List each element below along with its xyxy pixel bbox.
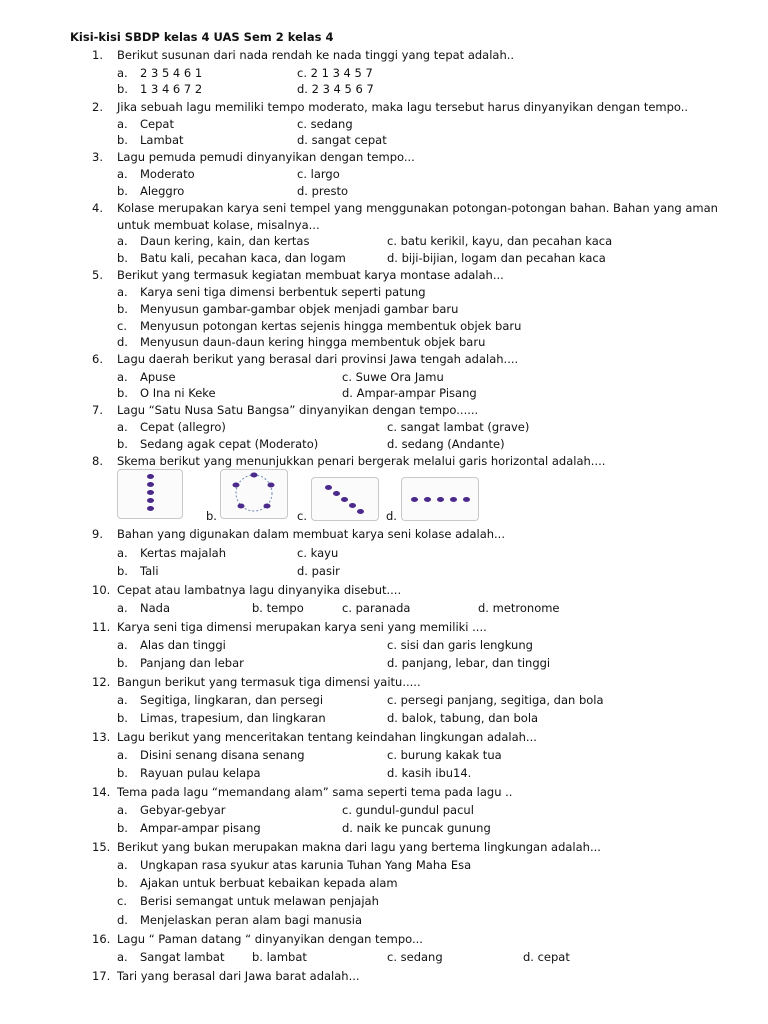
option-letter: a. bbox=[117, 234, 128, 248]
option-text: Batu kali, pecahan kaca, dan logam bbox=[140, 251, 346, 265]
answer-option bbox=[297, 117, 353, 131]
answer-option bbox=[117, 234, 309, 248]
option-letter: c. bbox=[117, 894, 127, 908]
question-text: Lagu daerah berikut yang berasal dari provinsi Jawa tengah adalah.... bbox=[117, 352, 519, 366]
answer-option bbox=[117, 335, 485, 349]
option-text: d. cepat bbox=[523, 950, 570, 964]
option-text: Limas, trapesium, dan lingkaran bbox=[140, 711, 326, 725]
answer-option bbox=[342, 803, 474, 817]
answer-option bbox=[117, 894, 379, 908]
option-text: c. sedang bbox=[297, 117, 353, 131]
option-text: d. presto bbox=[297, 184, 348, 198]
document-title: Kisi-kisi SBDP kelas 4 UAS Sem 2 kelas 4 bbox=[70, 30, 334, 44]
option-letter: b. bbox=[117, 437, 128, 451]
answer-option bbox=[117, 950, 224, 964]
option-letter: a. bbox=[117, 546, 128, 560]
option-text: Menyusun potongan kertas sejenis hingga membentuk objek baru bbox=[140, 319, 522, 333]
option-letter: b. bbox=[117, 656, 128, 670]
option-text: O Ina ni Keke bbox=[140, 386, 216, 400]
question-number: 16. bbox=[92, 932, 111, 946]
answer-option bbox=[342, 386, 477, 400]
option-letter: b. bbox=[117, 821, 128, 835]
question-number: 3. bbox=[92, 150, 103, 164]
option-text: Nada bbox=[140, 601, 170, 615]
circle-path-icon bbox=[221, 470, 287, 518]
option-text: Cepat (allegro) bbox=[140, 420, 226, 434]
answer-option bbox=[387, 234, 612, 248]
option-letter: c. bbox=[117, 319, 127, 333]
option-text: c. Suwe Ora Jamu bbox=[342, 370, 444, 384]
answer-option bbox=[117, 601, 170, 615]
question-text: Tema pada lagu “memandang alam” sama seperti tema pada lagu .. bbox=[117, 785, 513, 799]
answer-option bbox=[252, 601, 304, 615]
dancer-dot bbox=[349, 503, 356, 508]
option-text: b. lambat bbox=[252, 950, 307, 964]
option-text: b. tempo bbox=[252, 601, 304, 615]
option-text: Tali bbox=[140, 564, 159, 578]
answer-option bbox=[387, 437, 505, 451]
answer-option bbox=[342, 821, 491, 835]
answer-option bbox=[117, 420, 226, 434]
dancer-dot bbox=[147, 482, 154, 487]
option-letter: b. bbox=[117, 251, 128, 265]
answer-option bbox=[387, 693, 604, 707]
answer-option bbox=[297, 82, 374, 96]
answer-option bbox=[117, 167, 195, 181]
question-number: 7. bbox=[92, 403, 103, 417]
option-text: c. persegi panjang, segitiga, dan bola bbox=[387, 693, 604, 707]
dancer-dot bbox=[411, 497, 418, 502]
option-text: Berisi semangat untuk melawan penjajah bbox=[140, 894, 379, 908]
option-text: c. burung kakak tua bbox=[387, 748, 502, 762]
option-letter: d. bbox=[117, 335, 128, 349]
answer-option bbox=[117, 184, 184, 198]
figure-c-diagonal-line bbox=[311, 477, 379, 521]
answer-option bbox=[297, 133, 387, 147]
option-letter: b. bbox=[117, 711, 128, 725]
option-text: d. panjang, lebar, dan tinggi bbox=[387, 656, 551, 670]
figure-label-b: b. bbox=[206, 509, 217, 523]
option-text: Segitiga, lingkaran, dan persegi bbox=[140, 693, 324, 707]
question-text: Berikut yang termasuk kegiatan membuat karya montase adalah... bbox=[117, 268, 504, 282]
dancer-dot bbox=[437, 497, 444, 502]
option-text: Ajakan untuk berbuat kebaikan kepada alam bbox=[140, 876, 398, 890]
answer-option bbox=[387, 711, 538, 725]
option-letter: b. bbox=[117, 302, 128, 316]
option-letter: b. bbox=[117, 564, 128, 578]
option-letter: a. bbox=[117, 370, 128, 384]
option-text: d. kasih ibu14. bbox=[387, 766, 472, 780]
question-number: 5. bbox=[92, 268, 103, 282]
option-text: Panjang dan lebar bbox=[140, 656, 244, 670]
answer-option bbox=[117, 437, 318, 451]
figure-label-d: d. bbox=[386, 509, 397, 523]
answer-option bbox=[117, 302, 458, 316]
option-text: Sangat lambat bbox=[140, 950, 225, 964]
dancer-dot bbox=[463, 497, 470, 502]
question-text: Lagu berikut yang menceritakan tentang keindahan lingkungan adalah... bbox=[117, 730, 537, 744]
answer-option bbox=[297, 184, 348, 198]
question-text: Bahan yang digunakan dalam membuat karya seni kolase adalah... bbox=[117, 527, 505, 541]
option-letter: a. bbox=[117, 420, 128, 434]
answer-option bbox=[117, 117, 174, 131]
option-text: Moderato bbox=[140, 167, 195, 181]
option-text: c. sedang bbox=[387, 950, 443, 964]
question-number: 17. bbox=[92, 969, 111, 983]
option-text: Rayuan pulau kelapa bbox=[140, 766, 261, 780]
option-text: c. sangat lambat (grave) bbox=[387, 420, 530, 434]
figure-label-c: c. bbox=[297, 509, 307, 523]
option-letter: a. bbox=[117, 803, 128, 817]
dancer-dot bbox=[424, 497, 431, 502]
option-text: Ungkapan rasa syukur atas karunia Tuhan Yang Maha Esa bbox=[140, 858, 472, 872]
option-text: c. largo bbox=[297, 167, 340, 181]
answer-option bbox=[117, 564, 159, 578]
option-letter: b. bbox=[117, 184, 128, 198]
answer-option bbox=[117, 711, 326, 725]
option-letter: d. bbox=[117, 913, 128, 927]
option-letter: a. bbox=[117, 601, 128, 615]
option-letter: a. bbox=[117, 285, 128, 299]
answer-option bbox=[297, 546, 338, 560]
answer-option bbox=[523, 950, 570, 964]
answer-option bbox=[387, 251, 606, 265]
answer-option bbox=[117, 370, 176, 384]
option-text: d. sangat cepat bbox=[297, 133, 387, 147]
question-number: 12. bbox=[92, 675, 111, 689]
option-letter: b. bbox=[117, 386, 128, 400]
question-text: Lagu pemuda pemudi dinyanyikan dengan tempo... bbox=[117, 150, 415, 164]
option-text: Menyusun daun-daun kering hingga membentuk objek baru bbox=[140, 335, 486, 349]
dancer-dot bbox=[147, 490, 154, 495]
option-text: c. batu kerikil, kayu, dan pecahan kaca bbox=[387, 234, 613, 248]
question-text: Bangun berikut yang termasuk tiga dimensi yaitu..... bbox=[117, 675, 421, 689]
option-letter: a. bbox=[117, 693, 128, 707]
question-number: 15. bbox=[92, 840, 111, 854]
answer-option bbox=[117, 319, 521, 333]
question-number: 4. bbox=[92, 201, 103, 215]
option-text: Ampar-ampar pisang bbox=[140, 821, 261, 835]
question-number: 2. bbox=[92, 100, 103, 114]
answer-option bbox=[387, 748, 502, 762]
answer-option bbox=[117, 693, 323, 707]
option-text: d. balok, tabung, dan bola bbox=[387, 711, 539, 725]
option-letter: a. bbox=[117, 66, 128, 80]
option-text: Alas dan tinggi bbox=[140, 638, 226, 652]
answer-option bbox=[117, 386, 216, 400]
dancer-dot bbox=[357, 509, 364, 514]
answer-option bbox=[117, 766, 261, 780]
option-letter: a. bbox=[117, 167, 128, 181]
question-text: Cepat atau lambatnya lagu dinyanyika disebut.... bbox=[117, 583, 402, 597]
option-text: c. paranada bbox=[342, 601, 411, 615]
answer-option bbox=[117, 748, 305, 762]
question-number: 9. bbox=[92, 527, 103, 541]
answer-option bbox=[117, 803, 226, 817]
option-text: Disini senang disana senang bbox=[140, 748, 305, 762]
answer-option bbox=[297, 66, 373, 80]
question-number: 11. bbox=[92, 620, 111, 634]
option-letter: a. bbox=[117, 748, 128, 762]
option-letter: b. bbox=[117, 876, 128, 890]
answer-option bbox=[342, 601, 410, 615]
option-text: Cepat bbox=[140, 117, 174, 131]
option-text: Gebyar-gebyar bbox=[140, 803, 226, 817]
option-text: d. metronome bbox=[478, 601, 560, 615]
answer-option bbox=[387, 950, 443, 964]
option-text: Lambat bbox=[140, 133, 184, 147]
question-number: 13. bbox=[92, 730, 111, 744]
question-text: Jika sebuah lagu memiliki tempo moderato, maka lagu tersebut harus dinyanyikan dengan tempo.. bbox=[117, 100, 689, 114]
question-text: Tari yang berasal dari Jawa barat adalah... bbox=[117, 969, 360, 983]
option-text: Menyusun gambar-gambar objek menjadi gambar baru bbox=[140, 302, 459, 316]
option-text: c. sisi dan garis lengkung bbox=[387, 638, 533, 652]
option-text: d. naik ke puncak gunung bbox=[342, 821, 491, 835]
answer-option bbox=[117, 656, 244, 670]
option-letter: a. bbox=[117, 638, 128, 652]
option-letter: b. bbox=[117, 766, 128, 780]
question-text: Karya seni tiga dimensi merupakan karya seni yang memiliki .... bbox=[117, 620, 487, 634]
answer-option bbox=[478, 601, 560, 615]
option-text: Sedang agak cepat (Moderato) bbox=[140, 437, 319, 451]
question-text: Skema berikut yang menunjukkan penari bergerak melalui garis horizontal adalah.... bbox=[117, 454, 606, 468]
answer-option bbox=[117, 858, 471, 872]
answer-option bbox=[117, 285, 426, 299]
dancer-dot bbox=[333, 491, 340, 496]
question-text: Kolase merupakan karya seni tempel yang menggunakan potongan-potongan bahan. Bahan yang aman bbox=[117, 201, 718, 215]
question-number: 1. bbox=[92, 48, 103, 62]
option-text: Menjelaskan peran alam bagi manusia bbox=[140, 913, 363, 927]
dancer-dot bbox=[450, 497, 457, 502]
answer-option bbox=[117, 546, 226, 560]
dancer-dot bbox=[325, 485, 332, 490]
answer-option bbox=[117, 638, 226, 652]
answer-option bbox=[387, 638, 533, 652]
answer-option bbox=[297, 564, 340, 578]
option-text: 2 3 5 4 6 1 bbox=[140, 66, 203, 80]
option-text: d. pasir bbox=[297, 564, 340, 578]
figure-b-circle bbox=[220, 469, 288, 519]
answer-option bbox=[117, 876, 398, 890]
answer-option bbox=[387, 656, 550, 670]
question-text: Lagu “Satu Nusa Satu Bangsa” dinyanyikan dengan tempo...... bbox=[117, 403, 479, 417]
question-text: untuk membuat kolase, misalnya... bbox=[117, 218, 320, 232]
answer-option bbox=[117, 913, 362, 927]
answer-option bbox=[252, 950, 307, 964]
answer-option bbox=[117, 821, 261, 835]
answer-option bbox=[117, 133, 184, 147]
dancer-dot bbox=[147, 498, 154, 503]
question-text: Lagu “ Paman datang “ dinyanyikan dengan tempo... bbox=[117, 932, 423, 946]
answer-option bbox=[117, 251, 346, 265]
question-number: 14. bbox=[92, 785, 111, 799]
option-text: Daun kering, kain, dan kertas bbox=[140, 234, 310, 248]
option-text: d. biji-bijian, logam dan pecahan kaca bbox=[387, 251, 606, 265]
question-number: 6. bbox=[92, 352, 103, 366]
option-text: c. kayu bbox=[297, 546, 339, 560]
option-letter: a. bbox=[117, 858, 128, 872]
option-text: Karya seni tiga dimensi berbentuk seperti patung bbox=[140, 285, 426, 299]
figure-d-horizontal-line bbox=[401, 477, 479, 521]
question-number: 10. bbox=[92, 583, 111, 597]
answer-option bbox=[117, 82, 202, 96]
option-text: d. sedang (Andante) bbox=[387, 437, 505, 451]
option-letter: b. bbox=[117, 133, 128, 147]
dancer-dot bbox=[147, 474, 154, 479]
dancer-dot bbox=[147, 506, 154, 511]
question-text: Berikut yang bukan merupakan makna dari lagu yang bertema lingkungan adalah... bbox=[117, 840, 601, 854]
figure-a-vertical-line bbox=[117, 469, 183, 519]
answer-option bbox=[342, 370, 444, 384]
question-number: 8. bbox=[92, 454, 103, 468]
option-text: c. gundul-gundul pacul bbox=[342, 803, 474, 817]
option-text: c. 2 1 3 4 5 7 bbox=[297, 66, 373, 80]
option-text: d. 2 3 4 5 6 7 bbox=[297, 82, 374, 96]
option-letter: a. bbox=[117, 117, 128, 131]
option-text: d. Ampar-ampar Pisang bbox=[342, 386, 477, 400]
option-text: Kertas majalah bbox=[140, 546, 226, 560]
answer-option bbox=[387, 766, 471, 780]
dancer-dot bbox=[341, 497, 348, 502]
answer-option bbox=[387, 420, 529, 434]
option-letter: a. bbox=[117, 950, 128, 964]
option-letter: b. bbox=[117, 82, 128, 96]
answer-option bbox=[297, 167, 340, 181]
question-text: Berikut susunan dari nada rendah ke nada tinggi yang tepat adalah.. bbox=[117, 48, 515, 62]
option-text: 1 3 4 6 7 2 bbox=[140, 82, 203, 96]
answer-option bbox=[117, 66, 202, 80]
option-text: Aleggro bbox=[140, 184, 185, 198]
option-text: Apuse bbox=[140, 370, 176, 384]
